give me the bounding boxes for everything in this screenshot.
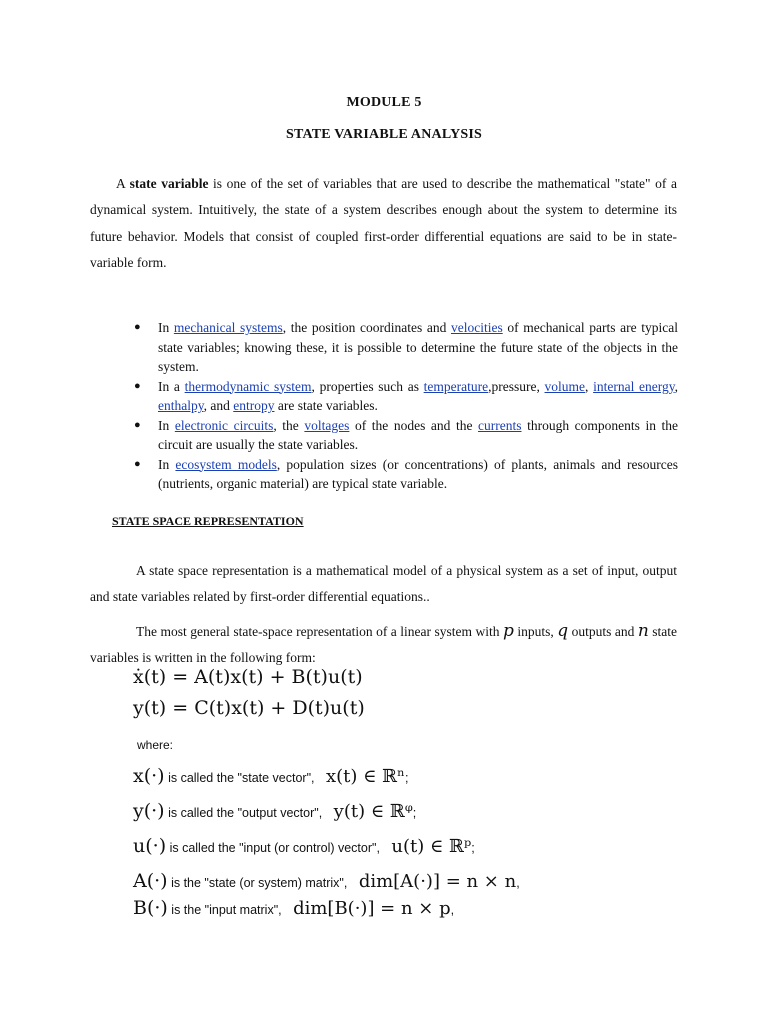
bullet-dot-icon: ●	[134, 321, 141, 333]
bullet-text: In	[158, 456, 176, 472]
bullet-dot-icon: ●	[134, 457, 141, 470]
bullet-text: of mechanical parts are typical state variables; knowing these, it is possible to determine the future state of the objects in the system.	[158, 320, 679, 374]
definition-symbol: A(·)	[133, 870, 168, 892]
definition-row	[133, 897, 454, 919]
where-label: where:	[137, 738, 174, 752]
section-paragraph-1-text: A state space representation is a mathematical model of a physical system as a set of input, output and state variables related by first-order differential equations..	[90, 562, 677, 604]
bullet-text: ,	[585, 378, 594, 394]
definition-text: is called the "input (or control) vector",	[166, 841, 384, 855]
definition-text: is the "state (or system) matrix",	[167, 876, 351, 890]
bullet-text: ,pressure,	[488, 378, 545, 394]
p2-var-n: n	[637, 620, 649, 641]
bullet-text: In	[158, 320, 174, 335]
definition-dimension: y(t) ∈ ℝᵠ	[333, 801, 413, 822]
intro-paragraph	[90, 171, 677, 277]
link-internal-energy[interactable]: internal energy	[593, 378, 675, 394]
intro-lead: A	[116, 175, 130, 191]
definition-dimension: dim[A(·)] = n × n	[358, 871, 517, 892]
p2-text-b: inputs,	[513, 623, 558, 639]
p2-var-p: p	[502, 620, 514, 641]
bullet-dot-icon: ●	[134, 379, 141, 392]
bullet-item	[133, 455, 678, 494]
bullet-text: ,	[674, 378, 678, 394]
definition-symbol: x(·)	[133, 765, 165, 787]
link-mechanical-systems[interactable]: mechanical systems	[173, 320, 283, 335]
definition-symbol: u(·)	[133, 835, 167, 857]
link-ecosystem-models[interactable]: ecosystem models	[175, 456, 277, 472]
definition-row	[133, 835, 475, 857]
state-equation: ẋ(t) = A(t)x(t) + B(t)u(t)	[133, 666, 363, 688]
bullet-text: , and	[203, 398, 234, 413]
link-voltages[interactable]: voltages	[304, 417, 350, 433]
definition-text: is the "input matrix",	[167, 903, 286, 917]
intro-rest: is one of the set of variables that are used to describe the mathematical "state" of a dynamical system. Intuitively, the state of a system describes enough about the system to determine its future behavior. Models that consist of coupled first-order differential equations are said to be in state-variable form.	[90, 175, 677, 270]
link-velocities[interactable]: velocities	[450, 320, 503, 335]
state-variable-examples-list	[133, 318, 678, 494]
definition-end: ,	[450, 903, 455, 917]
link-currents[interactable]: currents	[478, 417, 522, 433]
definition-dimension: u(t) ∈ ℝᵖ	[391, 836, 472, 857]
bullet-text: , population sizes (or concentrations) of plants, animals and resources (nutrients, organic material) are typical state variable.	[158, 456, 678, 491]
p2-text-d: state variables is written in the following form:	[90, 623, 677, 665]
definition-dimension: x(t) ∈ ℝⁿ	[325, 766, 405, 787]
section-heading: STATE SPACE REPRESENTATION	[112, 514, 304, 528]
definition-symbol: B(·)	[133, 897, 168, 919]
link-thermodynamic-system[interactable]: thermodynamic system	[184, 378, 312, 394]
intro-term: state variable	[129, 175, 209, 191]
link-entropy[interactable]: entropy	[233, 398, 275, 413]
bullet-text: , the	[273, 417, 305, 433]
definition-symbol: y(·)	[133, 800, 165, 822]
output-equation: y(t) = C(t)x(t) + D(t)u(t)	[133, 697, 365, 719]
section-paragraph-2	[90, 618, 677, 672]
module-heading: MODULE 5	[346, 95, 422, 110]
bullet-item	[133, 318, 678, 377]
bullet-item	[133, 416, 678, 455]
definition-text: is called the "state vector",	[164, 771, 318, 785]
bullet-item	[133, 377, 678, 416]
link-volume[interactable]: volume	[544, 378, 586, 394]
bullet-text: In a	[158, 378, 185, 394]
definition-row	[133, 765, 408, 787]
bullet-text: are state variables.	[274, 398, 378, 413]
definition-end: ,	[516, 876, 520, 890]
definition-end: ;	[404, 771, 409, 785]
bullet-text: In	[158, 417, 175, 433]
p2-text-c: outputs and	[568, 623, 638, 639]
section-paragraph-1	[90, 558, 677, 611]
bullet-dot-icon: ●	[134, 418, 141, 431]
definition-dimension: dim[B(·)] = n × p	[293, 898, 451, 919]
definition-end: ;	[412, 806, 417, 820]
link-temperature[interactable]: temperature	[423, 378, 489, 394]
definition-row	[133, 800, 416, 822]
page-title: STATE VARIABLE ANALYSIS	[285, 127, 483, 142]
bullet-text: of the nodes and the	[349, 417, 479, 433]
bullet-text: , the position coordinates and	[282, 320, 451, 335]
definition-row	[133, 870, 520, 892]
link-electronic-circuits[interactable]: electronic circuits	[174, 417, 274, 433]
p2-text-a: The most general state-space representation of a linear system with	[136, 623, 503, 639]
p2-var-q: q	[557, 620, 569, 641]
bullet-text: through components in the circuit are usually the state variables.	[158, 417, 679, 452]
definition-text: is called the "output vector",	[164, 806, 326, 820]
link-enthalpy[interactable]: enthalpy	[158, 398, 204, 413]
definition-end: ;	[471, 841, 475, 855]
bullet-text: , properties such as	[311, 378, 424, 394]
